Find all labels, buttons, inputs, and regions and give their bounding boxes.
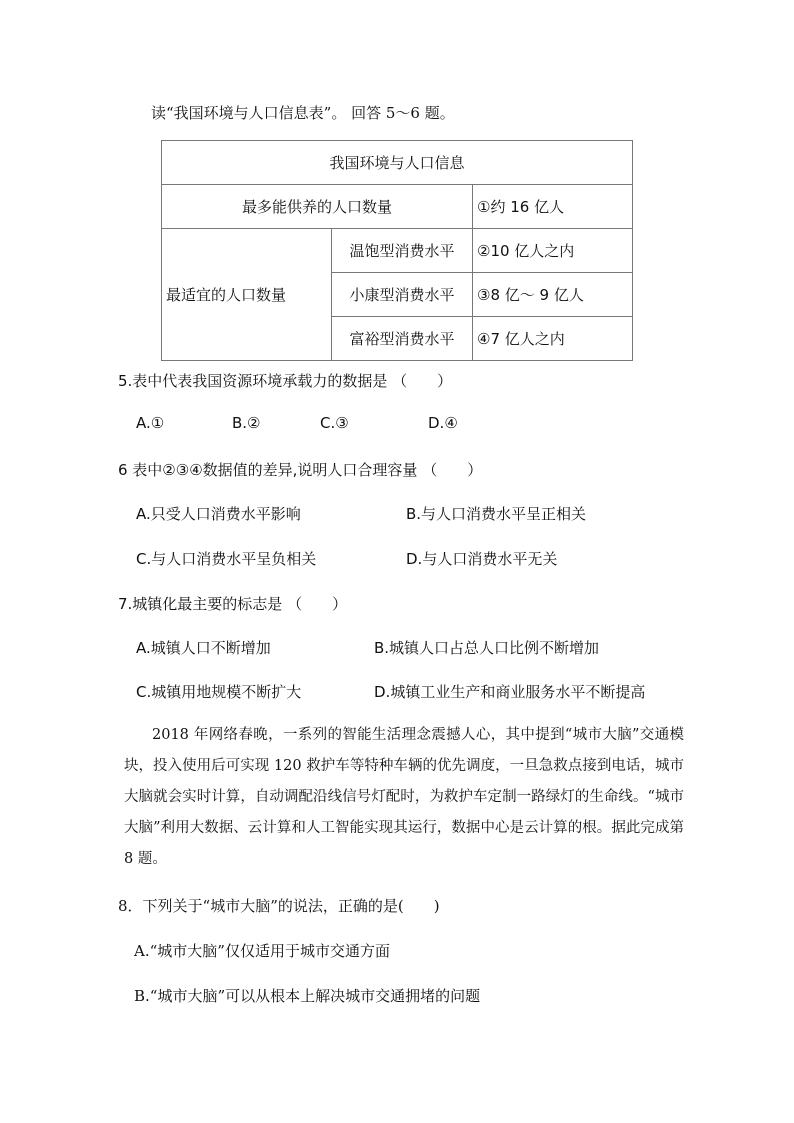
question-7-option-a: A.城镇人口不断增加 [136,639,271,657]
consumption-level: 小康型消费水平 [332,273,473,317]
question-6-stem: 6 表中②③④数据值的差异,说明人口合理容量 （ ） [118,461,483,479]
passage-text: 2018 年网络春晚，一系列的智能生活理念震撼人心，其中提到“城市大脑”交通模块，投入使用后可实现 120 救护车等特种车辆的优先调度，一旦急救点接到电话，城市大脑就会实时计算，自动调配沿线信号灯配时，为救护车定制一路绿灯的生命线。“城市大脑”利用大数据、云计算和人工智能实现其运行，数据中心是云计算的根。据此完成第 8 题。 [124,727,684,867]
optimal-population-label: 最适宜的人口数量 [162,229,332,361]
question-7-option-b: B.城镇人口占总人口比例不断增加 [374,639,600,657]
consumption-level: 富裕型消费水平 [332,317,473,361]
question-5-stem: 5.表中代表我国资源环境承载力的数据是 （ ） [118,372,453,390]
question-5-option-b: B.② [232,414,261,432]
intro-text: 读“我国环境与人口信息表”。 回答 5～6 题。 [151,104,455,122]
table-title: 我国环境与人口信息 [162,141,633,185]
question-7-stem: 7.城镇化最主要的标志是 （ ） [118,595,348,613]
question-8-stem: 8．下列关于“城市大脑”的说法，正确的是( ) [118,897,440,915]
consumption-level: 温饱型消费水平 [332,229,473,273]
max-population-label: 最多能供养的人口数量 [162,185,473,229]
question-6-option-a: A.只受人口消费水平影响 [136,505,301,523]
population-value: ②10 亿人之内 [473,229,633,273]
population-value: ③8 亿～ 9 亿人 [473,273,633,317]
question-8-option-a: A.“城市大脑”仅仅适用于城市交通方面 [134,942,390,960]
population-info-table [161,140,633,361]
question-7-option-d: D.城镇工业生产和商业服务水平不断提高 [374,683,646,701]
question-6-option-c: C.与人口消费水平呈负相关 [136,550,317,568]
question-7-option-c: C.城镇用地规模不断扩大 [136,683,302,701]
question-5-option-d: D.④ [428,414,458,432]
population-value: ④7 亿人之内 [473,317,633,361]
question-6-option-d: D.与人口消费水平无关 [406,550,558,568]
max-population-value: ①约 16 亿人 [473,185,633,229]
question-6-option-b: B.与人口消费水平呈正相关 [406,505,587,523]
question-5-option-c: C.③ [320,414,349,432]
question-8-option-b: B.“城市大脑”可以从根本上解决城市交通拥堵的问题 [134,987,481,1005]
question-5-option-a: A.① [136,414,165,432]
